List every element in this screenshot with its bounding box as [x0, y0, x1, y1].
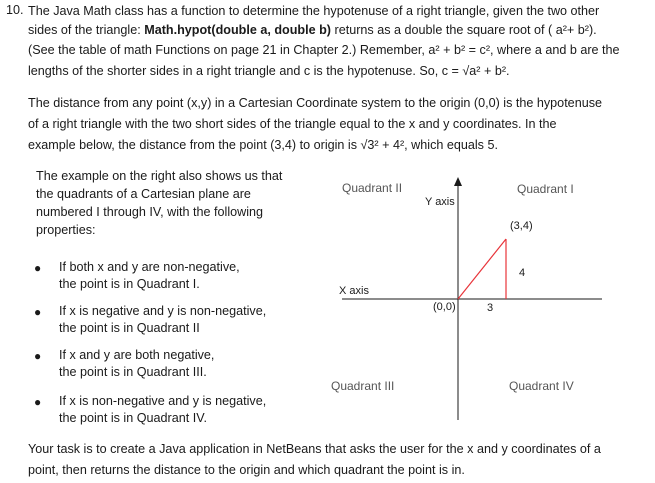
task-line-1: Your task is to create a Java application in NetBeans that asks the user for the x and y coordinates of a [28, 442, 601, 456]
intro-line-3: (See the table of math Functions on page 21 in Chapter 2.) Remember, a² + b² = c², where a and b are the [28, 43, 620, 57]
quadrant-intro-2: the quadrants of a Cartesian plane are [36, 187, 251, 201]
problem-number: 10. [6, 3, 24, 17]
bullet-quadrant-3: If x and y are both negative, the point is in Quadrant III. [59, 348, 215, 379]
bullet-dot: ● [34, 305, 42, 319]
task-line-2: point, then returns the distance to the origin and which quadrant the point is in. [28, 463, 465, 477]
quadrant-4-label: Quadrant IV [509, 379, 574, 393]
y-axis-label: Y axis [425, 196, 455, 208]
distance-line-3: example below, the distance from the point (3,4) to origin is √3² + 4², which equals 5. [28, 138, 498, 152]
bullet-quadrant-2: If x is negative and y is non-negative, the point is in Quadrant II [59, 304, 267, 335]
hypotenuse-line [458, 239, 506, 299]
intro-line-1: The Java Math class has a function to determine the hypotenuse of a right triangle, given the two other [28, 4, 600, 18]
intro-line-4: lengths of the shorter sides in a right triangle and c is the hypotenuse. So, c = √a² + b². [28, 64, 510, 78]
hypot-signature: Math.hypot(double a, double b) [144, 23, 332, 37]
distance-line-2: of a right triangle with the two short sides of the triangle equal to the x and y coordinates. In the [28, 117, 557, 131]
intro-line-2-c: returns as a double the square root of ( a²+ b²). [331, 23, 597, 37]
quadrant-2-label: Quadrant II [342, 181, 403, 195]
bullet-dot: ● [34, 261, 42, 275]
side-x-label: 3 [487, 302, 494, 314]
quadrant-intro-1: The example on the right also shows us that [36, 169, 283, 183]
quadrant-intro-3: numbered I through IV, with the following [36, 205, 264, 219]
bullet-dot: ● [34, 349, 42, 363]
distance-line-1: The distance from any point (x,y) in a Cartesian Coordinate system to the origin (0,0) is the hypotenuse [28, 96, 602, 110]
origin-label: (0,0) [433, 301, 456, 313]
y-axis-arrow [454, 177, 462, 186]
quadrant-1-label: Quadrant I [517, 182, 574, 196]
bullet-quadrant-4: If x is non-negative and y is negative, the point is in Quadrant IV. [59, 394, 267, 425]
point-label: (3,4) [510, 220, 533, 232]
bullet-dot: ● [34, 395, 42, 409]
side-y-label: 4 [519, 267, 526, 279]
bullet-quadrant-1: If both x and y are non-negative, the point is in Quadrant I. [59, 260, 240, 291]
quadrant-3-label: Quadrant III [331, 379, 395, 393]
intro-line-2-a: sides of the triangle: [28, 23, 145, 37]
quadrant-intro-4: properties: [36, 223, 96, 237]
x-axis-label: X axis [339, 285, 369, 297]
